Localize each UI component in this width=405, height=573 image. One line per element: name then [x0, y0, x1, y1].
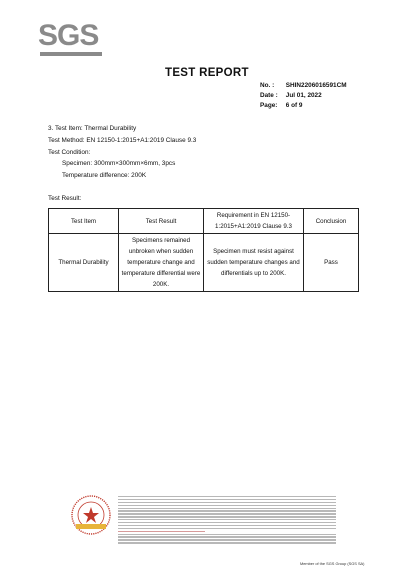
table-row [49, 234, 359, 292]
sgs-logo [38, 21, 108, 55]
report-number-key: No. : [260, 82, 275, 89]
header-conclusion: Conclusion [304, 209, 359, 234]
report-date-key: Date : [260, 92, 278, 99]
page-title: TEST REPORT [165, 67, 249, 79]
report-number-value: SHIN2206016591CM [285, 82, 347, 89]
report-page-value: 6 of 9 [285, 102, 303, 109]
specimen-info: Specimen: 300mm×300mm×6mm, 3pcs [62, 160, 176, 167]
cell-requirement: Specimen must resist against sudden temperature changes and differentials up to 200K. [204, 234, 304, 292]
test-item-heading: 3. Test Item: Thermal Durability [48, 125, 137, 132]
seal-icon [70, 494, 112, 536]
report-date-value: Jul 01, 2022 [285, 92, 322, 99]
header-test-result: Test Result [119, 209, 204, 234]
test-result-label: Test Result: [48, 195, 82, 202]
report-date [260, 92, 322, 99]
cell-conclusion: Pass [304, 234, 359, 292]
report-page [260, 102, 302, 109]
table-header-row [49, 209, 359, 234]
header-requirement: Requirement in EN 12150-1:2015+A1:2019 Clause 9.3 [204, 209, 304, 234]
result-table [48, 208, 359, 292]
cell-test-result: Specimens remained unbroken when sudden temperature change and temperature differential were 200K. [119, 234, 204, 292]
cell-test-item: Thermal Durability [49, 234, 119, 292]
footer-disclaimer [118, 496, 336, 548]
report-page-key: Page: [260, 102, 278, 109]
report-number [260, 82, 347, 89]
test-condition: Test Condition: [48, 149, 91, 156]
logo-bar [40, 52, 102, 56]
test-method: Test Method: EN 12150-1:2015+A1:2019 Clause 9.3 [48, 137, 197, 144]
temperature-info: Temperature difference: 200K [62, 172, 147, 179]
header-test-item: Test Item [49, 209, 119, 234]
member-text: Member of the SGS Group (SGS SA) [300, 561, 365, 566]
logo-text: SGS [38, 19, 99, 52]
